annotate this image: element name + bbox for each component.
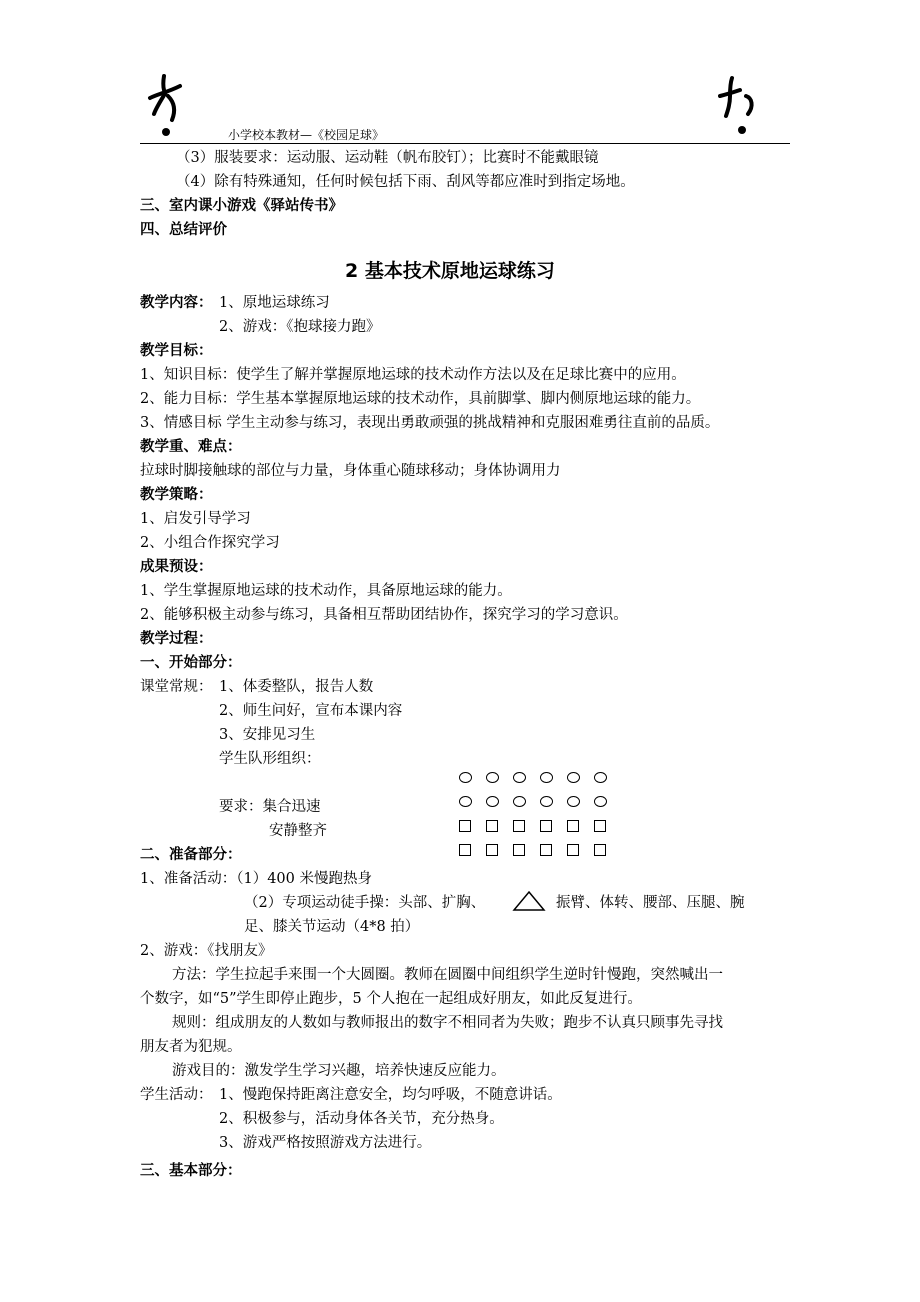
- activity-item: 2、积极参与，活动身体各关节，充分热身。: [219, 1111, 504, 1127]
- student-circle-marker: [567, 772, 580, 783]
- content-label: 教学内容：: [140, 295, 213, 311]
- game-method: 个数字，如“5”学生即停止跑步，5 个人抱在一起组成好朋友，如此反复进行。: [140, 991, 642, 1007]
- game-purpose: 游戏目的：激发学生学习兴趣，培养快速反应能力。: [172, 1063, 506, 1079]
- student-square-marker: [459, 844, 471, 856]
- content-item: 2、游戏：《抱球接力跑》: [219, 319, 381, 335]
- outcome-item: 1、学生掌握原地运球的技术动作，具备原地运球的能力。: [140, 583, 512, 599]
- key-points-text: 拉球时脚接触球的部位与力量，身体重心随球移动；身体协调用力: [140, 463, 561, 479]
- outcome-label: 成果预设：: [140, 559, 213, 575]
- prep-item: （2）专项运动徒手操：头部、扩胸、: [244, 895, 486, 911]
- football-player-right-icon: [718, 72, 762, 140]
- student-circle-marker: [486, 796, 499, 807]
- outcome-item: 2、能够积极主动参与练习，具备相互帮助团结协作，探究学习的学习意识。: [140, 607, 628, 623]
- formation-label: 学生队形组织：: [219, 751, 321, 767]
- dress-requirement: （3）服装要求：运动服、运动鞋（帆布胶钉）；比赛时不能戴眼镜: [176, 150, 599, 166]
- football-player-left-icon: [146, 72, 190, 140]
- student-circle-marker: [567, 796, 580, 807]
- requirement-label: 要求：集合迅速: [219, 799, 321, 815]
- goal-item: 2、能力目标：学生基本掌握原地运球的技术动作，具前脚掌、脚内侧原地运球的能力。: [140, 391, 701, 407]
- student-square-marker: [540, 844, 552, 856]
- activity-item: 1、慢跑保持距离注意安全，均匀呼吸，不随意讲话。: [219, 1087, 562, 1103]
- section-summary: 四、总结评价: [140, 222, 227, 238]
- student-circle-marker: [513, 796, 526, 807]
- activity-item: 3、游戏严格按照游戏方法进行。: [219, 1135, 432, 1151]
- requirement-item: 安静整齐: [269, 823, 327, 839]
- game-rule: 规则：组成朋友的人数如与教师报出的数字不相同者为失败；跑步不认真只顾事先寻找: [172, 1015, 723, 1031]
- part1-label: 一、开始部分：: [140, 655, 242, 671]
- routine-item: 2、师生问好，宣布本课内容: [219, 703, 403, 719]
- section-indoor-game: 三、室内课小游戏《驿站传书》: [140, 198, 343, 214]
- student-square-marker: [594, 844, 606, 856]
- prep-item: 振臂、体转、腰部、压腿、腕: [556, 895, 745, 911]
- part3-label: 三、基本部分：: [140, 1163, 242, 1179]
- student-circle-marker: [540, 772, 553, 783]
- goal-item: 1、知识目标：使学生了解并掌握原地运球的技术动作方法以及在足球比赛中的应用。: [140, 367, 686, 383]
- student-circle-marker: [459, 772, 472, 783]
- student-square-marker: [513, 820, 525, 832]
- student-square-marker: [540, 820, 552, 832]
- goals-label: 教学目标：: [140, 343, 213, 359]
- game-method: 方法：学生拉起手来围一个大圆圈。教师在圆圈中间组织学生逆时针慢跑，突然喊出一: [172, 967, 723, 983]
- student-circle-marker: [486, 772, 499, 783]
- student-square-marker: [567, 844, 579, 856]
- student-circle-marker: [513, 772, 526, 783]
- student-square-marker: [486, 844, 498, 856]
- strategy-item: 1、启发引导学习: [140, 511, 251, 527]
- student-circle-marker: [540, 796, 553, 807]
- content-item: 1、原地运球练习: [219, 295, 330, 311]
- student-square-marker: [513, 844, 525, 856]
- game-rule: 朋友者为犯规。: [140, 1039, 242, 1055]
- routine-item: 1、体委整队，报告人数: [219, 679, 374, 695]
- student-square-marker: [486, 820, 498, 832]
- process-label: 教学过程：: [140, 631, 213, 647]
- student-circle-marker: [594, 796, 607, 807]
- game-label: 2、游戏：《找朋友》: [140, 943, 273, 959]
- header-divider: [140, 143, 790, 144]
- student-square-marker: [459, 820, 471, 832]
- routine-item: 3、安排见习生: [219, 727, 316, 743]
- routine-label: 课堂常规：: [140, 679, 213, 695]
- strategy-item: 2、小组合作探究学习: [140, 535, 280, 551]
- activity-label: 学生活动：: [140, 1087, 213, 1103]
- strategy-label: 教学策略：: [140, 487, 213, 503]
- goal-item: 3、情感目标 学生主动参与练习，表现出勇敢顽强的挑战精神和克服困难勇往直前的品质。: [140, 415, 720, 431]
- lesson-title: 2 基本技术原地运球练习: [345, 260, 555, 282]
- prep-item: 1、准备活动：（1）400 米慢跑热身: [140, 871, 372, 887]
- prep-item: 足、膝关节运动（4*8 拍）: [244, 919, 420, 935]
- student-square-marker: [567, 820, 579, 832]
- student-square-marker: [594, 820, 606, 832]
- header-subtitle: 小学校本教材—《校园足球》: [228, 128, 385, 142]
- attendance-requirement: （4）除有特殊通知，任何时候包括下雨、刮风等都应准时到指定场地。: [176, 174, 635, 190]
- student-circle-marker: [459, 796, 472, 807]
- key-points-label: 教学重、难点：: [140, 439, 242, 455]
- part2-label: 二、准备部分：: [140, 847, 242, 863]
- student-circle-marker: [594, 772, 607, 783]
- triangle-icon: [512, 890, 546, 912]
